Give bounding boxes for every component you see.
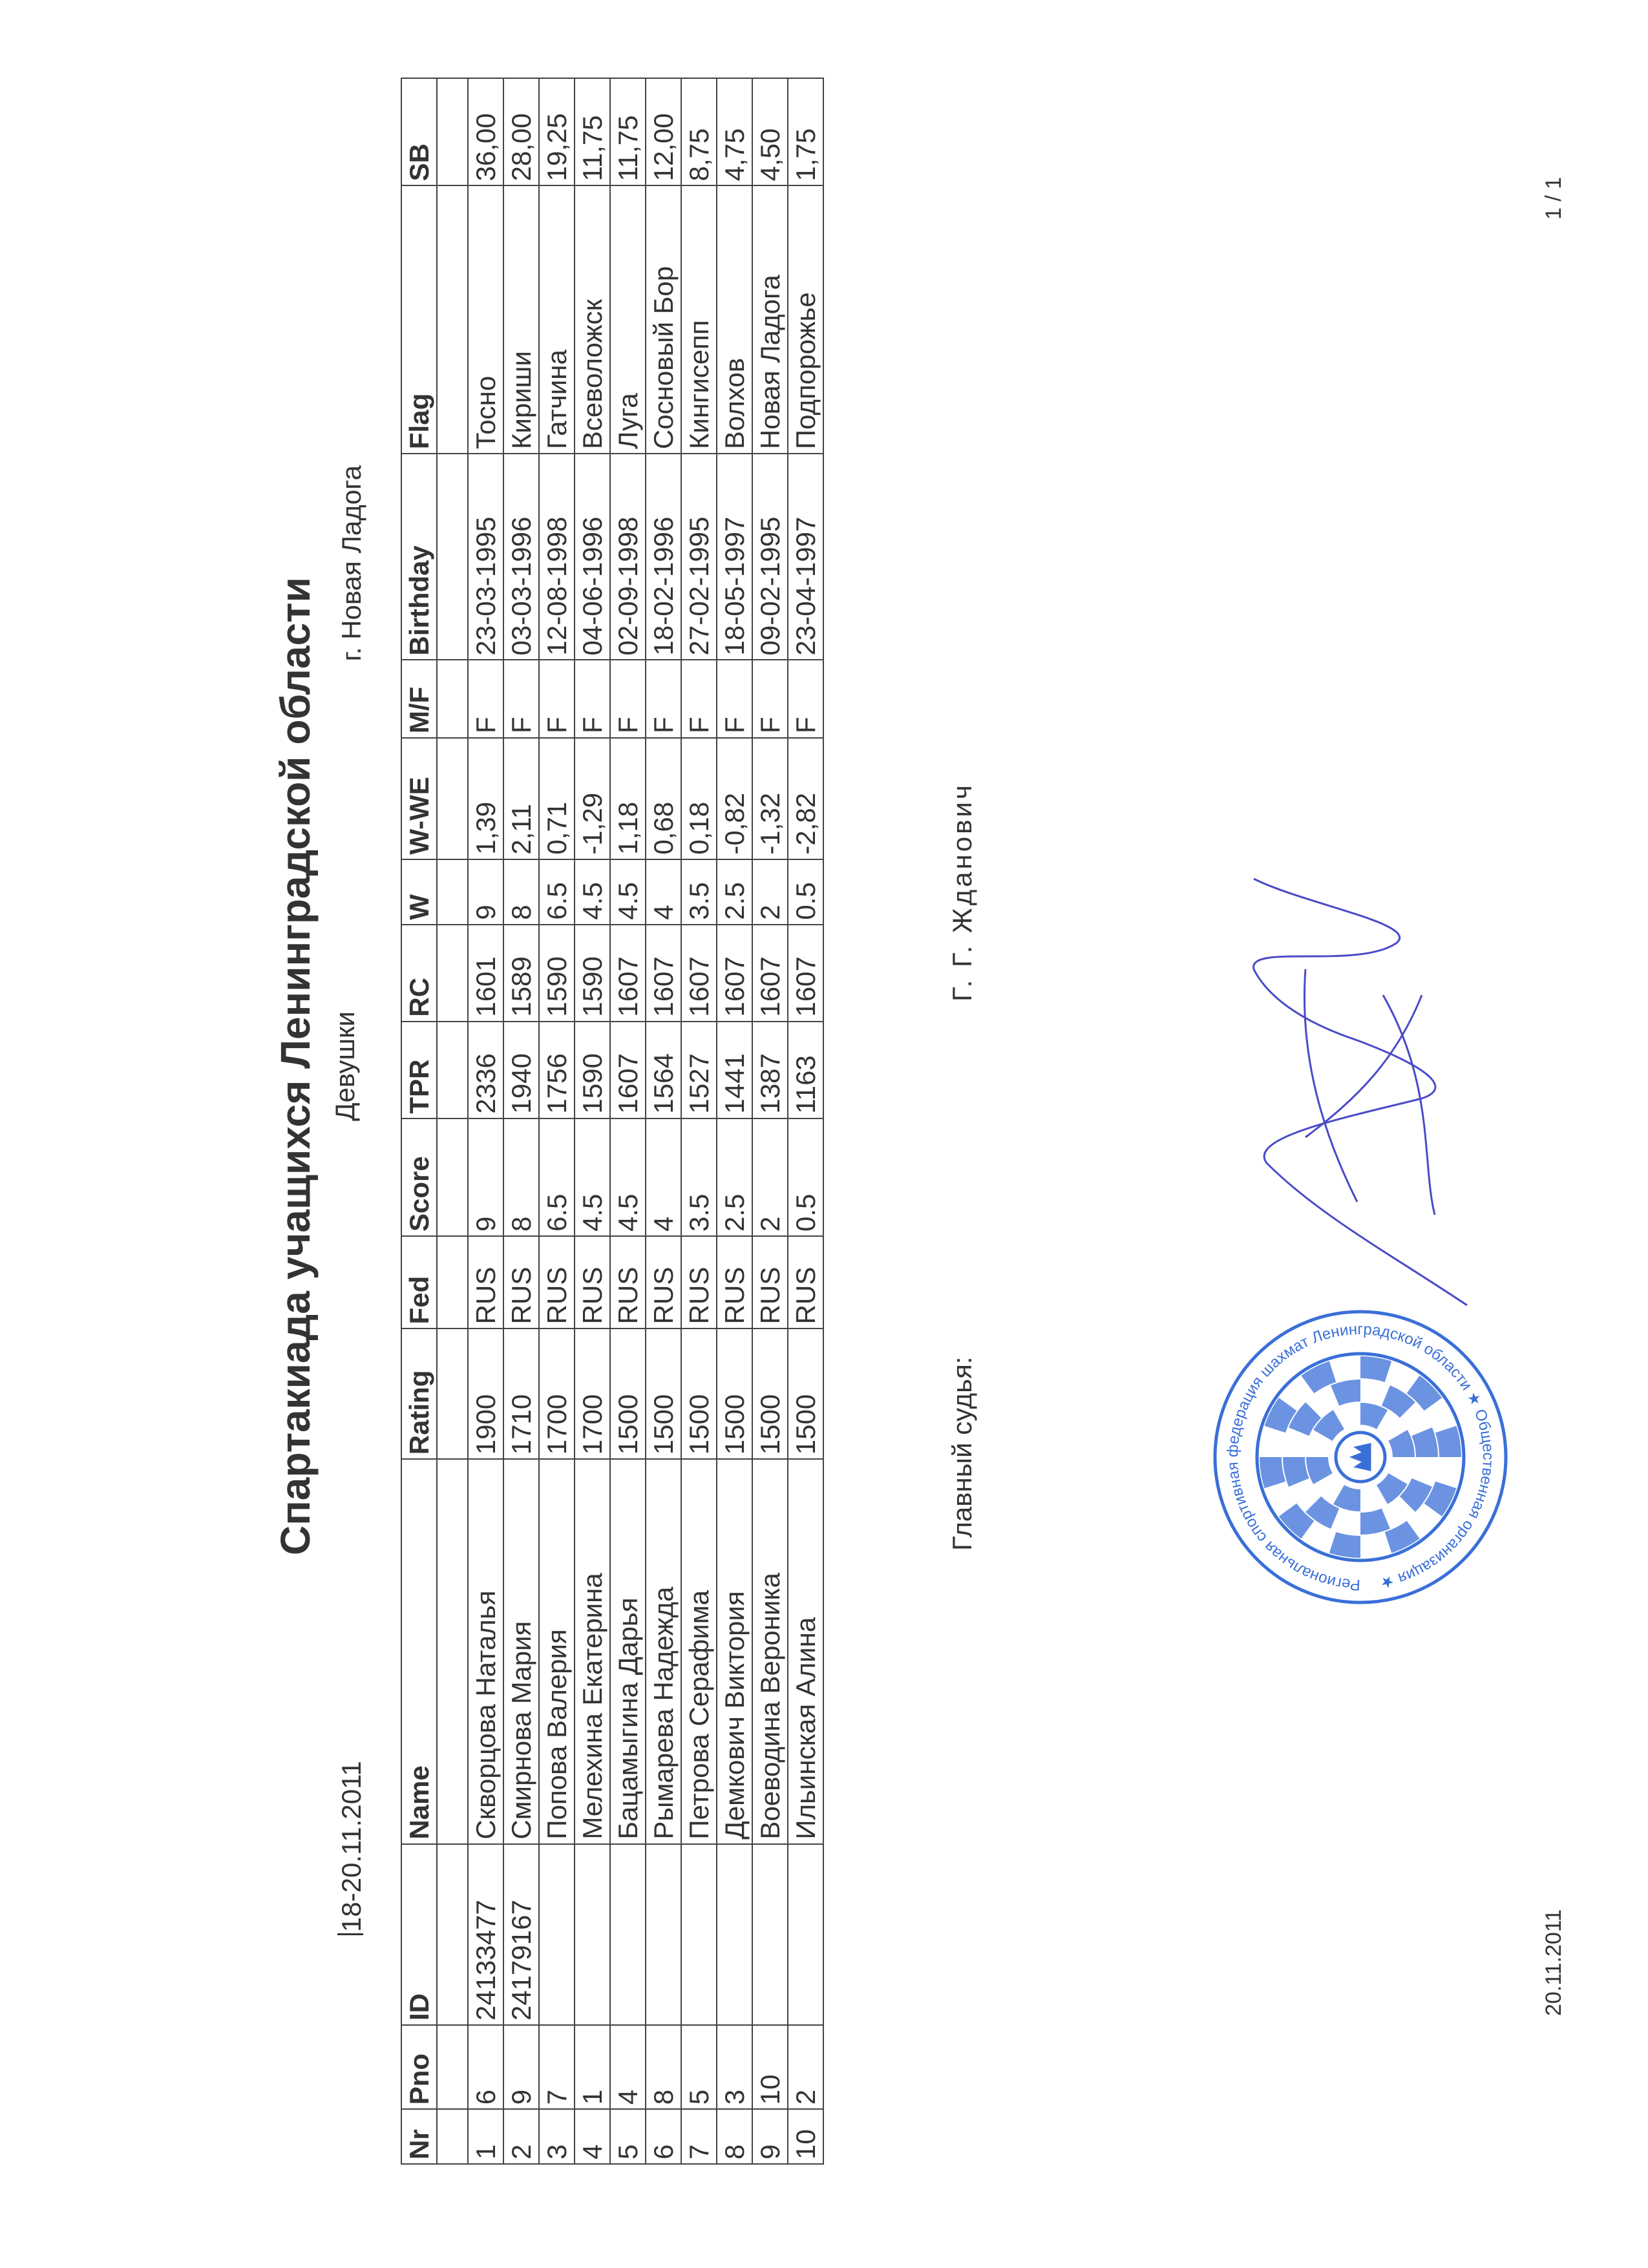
king-icon <box>1336 1433 1385 1482</box>
table-cell: 1607 <box>610 925 646 1022</box>
chief-judge-name: Г. Г. Жданович <box>947 782 977 1002</box>
table-cell: 04-06-1996 <box>575 454 610 660</box>
table-cell: 1441 <box>717 1022 752 1118</box>
table-cell: 3 <box>539 2109 575 2164</box>
table-cell: 0.5 <box>788 1118 823 1236</box>
table-cell: 1500 <box>788 1328 823 1459</box>
table-cell: 1590 <box>575 925 610 1022</box>
table-cell: RUS <box>575 1236 610 1328</box>
table-cell: -2,82 <box>788 738 823 859</box>
table-cell: 3.5 <box>681 1118 717 1236</box>
table-row <box>575 78 610 2164</box>
table-cell: 4 <box>646 859 681 925</box>
stamp-pattern-segment <box>1360 1509 1390 1535</box>
table-cell: 2.5 <box>717 1118 752 1236</box>
table-cell: F <box>788 660 823 738</box>
table-cell: 8 <box>503 1118 539 1236</box>
column-header-sb: SB <box>401 78 437 185</box>
table-cell <box>437 454 468 660</box>
table-cell: 1607 <box>681 925 717 1022</box>
table-cell: 4.5 <box>610 1118 646 1236</box>
table-row <box>681 78 717 2164</box>
table-cell: 1500 <box>646 1328 681 1459</box>
table-cell: RUS <box>681 1236 717 1328</box>
table-cell: Кингисепп <box>681 185 717 454</box>
table-cell: 18-02-1996 <box>646 454 681 660</box>
column-header-m-f: M/F <box>401 660 437 738</box>
table-cell: -1,29 <box>575 738 610 859</box>
table-cell: 1607 <box>752 925 788 1022</box>
table-cell: 4 <box>610 2025 646 2109</box>
column-header-birthday: Birthday <box>401 454 437 660</box>
table-cell: 10 <box>788 2109 823 2164</box>
table-cell <box>437 2109 468 2164</box>
table-row <box>610 78 646 2164</box>
document-title: Спартакиада учащихся Ленинградской области <box>272 577 319 1555</box>
column-header-id: ID <box>401 1844 437 2025</box>
table-cell: 1163 <box>788 1022 823 1118</box>
column-header-fed: Fed <box>401 1236 437 1328</box>
table-cell: 24133477 <box>468 1844 503 2025</box>
table-cell <box>610 1844 646 2025</box>
table-cell: 1710 <box>503 1328 539 1459</box>
table-cell: 4 <box>646 1118 681 1236</box>
table-cell: 6 <box>646 2109 681 2164</box>
table-cell: 19,25 <box>539 78 575 185</box>
table-cell: 0,71 <box>539 738 575 859</box>
column-header-score: Score <box>401 1118 437 1236</box>
table-cell: Мелехина Екатерина <box>575 1459 610 1843</box>
table-cell: F <box>646 660 681 738</box>
table-cell: 1607 <box>788 925 823 1022</box>
table-cell: 4,75 <box>717 78 752 185</box>
column-header-rating: Rating <box>401 1328 437 1459</box>
table-cell: 10 <box>752 2025 788 2109</box>
table-cell: Бацамыгина Дарья <box>610 1459 646 1843</box>
table-cell: 4.5 <box>610 859 646 925</box>
stamp-pattern-segment <box>1331 1380 1360 1406</box>
table-cell: RUS <box>539 1236 575 1328</box>
table-cell: 1590 <box>575 1022 610 1118</box>
table-cell: RUS <box>503 1236 539 1328</box>
table-cell: 3 <box>717 2025 752 2109</box>
column-header-rc: RC <box>401 925 437 1022</box>
table-cell: RUS <box>752 1236 788 1328</box>
table-cell: Демкович Виктория <box>717 1459 752 1843</box>
table-cell <box>681 1844 717 2025</box>
table-cell <box>437 1459 468 1843</box>
stamp-pattern-segment <box>1435 1426 1461 1457</box>
table-cell: 28,00 <box>503 78 539 185</box>
table-cell: 1500 <box>752 1328 788 1459</box>
table-cell: -0,82 <box>717 738 752 859</box>
table-cell <box>437 738 468 859</box>
table-cell: 5 <box>610 2109 646 2164</box>
table-cell <box>437 78 468 185</box>
table-cell: 2 <box>752 1118 788 1236</box>
table-cell <box>437 2025 468 2109</box>
results-table <box>401 78 824 2165</box>
table-cell: 2 <box>752 859 788 925</box>
table-cell: 3.5 <box>681 859 717 925</box>
table-cell: 2.5 <box>717 859 752 925</box>
stamp-pattern-segment <box>1306 1457 1333 1484</box>
footer-page-number: 1 / 1 <box>1541 176 1566 220</box>
table-cell: F <box>610 660 646 738</box>
table-cell: 1589 <box>503 925 539 1022</box>
judge-signature <box>1228 814 1486 1331</box>
table-row <box>788 78 823 2164</box>
document-subtitle: Девушки <box>330 1011 360 1121</box>
table-cell: F <box>717 660 752 738</box>
footer-date: 20.11.2011 <box>1541 1909 1566 2016</box>
stamp-pattern-segment <box>1283 1457 1309 1487</box>
stamp-pattern-segment <box>1412 1427 1439 1457</box>
table-cell: 1900 <box>468 1328 503 1459</box>
table-cell: 1590 <box>539 925 575 1022</box>
column-header-name: Name <box>401 1459 437 1843</box>
table-cell: 1 <box>468 2109 503 2164</box>
table-cell: 1,39 <box>468 738 503 859</box>
table-cell: 11,75 <box>610 78 646 185</box>
table-cell <box>437 1236 468 1328</box>
table-cell: RUS <box>788 1236 823 1328</box>
stamp-text: Региональная спортивная федерация шахмат Ленинградской области ★ Общественная организация ★ <box>1223 1320 1497 1594</box>
table-cell: 24179167 <box>503 1844 539 2025</box>
table-cell <box>646 1844 681 2025</box>
table-cell: F <box>752 660 788 738</box>
table-cell: 1,75 <box>788 78 823 185</box>
table-cell: 23-03-1995 <box>468 454 503 660</box>
table-cell: Попова Валерия <box>539 1459 575 1843</box>
table-cell <box>437 859 468 925</box>
column-header-tpr: TPR <box>401 1022 437 1118</box>
stamp-pattern-segment <box>1360 1356 1391 1382</box>
table-cell <box>717 1844 752 2025</box>
table-cell: 2 <box>788 2025 823 2109</box>
table-cell: 0.5 <box>788 859 823 925</box>
stamp-pattern-segment <box>1360 1403 1388 1429</box>
table-cell: Рымарева Надежда <box>646 1459 681 1843</box>
table-cell: 9 <box>468 859 503 925</box>
table-cell: 1700 <box>575 1328 610 1459</box>
table-cell <box>437 1022 468 1118</box>
table-cell: 2336 <box>468 1022 503 1118</box>
stamp-pattern-segment <box>1333 1485 1360 1511</box>
table-cell <box>437 660 468 738</box>
table-cell: 1607 <box>717 925 752 1022</box>
table-cell: 6.5 <box>539 859 575 925</box>
table-cell: 11,75 <box>575 78 610 185</box>
table-cell <box>437 1328 468 1459</box>
tournament-city: г. Новая Ладога <box>336 465 366 662</box>
table-cell: 1500 <box>610 1328 646 1459</box>
table-cell <box>437 1844 468 2025</box>
table-cell <box>437 1118 468 1236</box>
table-cell: 4 <box>575 2109 610 2164</box>
table-row <box>717 78 752 2164</box>
table-cell: 0,68 <box>646 738 681 859</box>
table-cell: Кириши <box>503 185 539 454</box>
table-cell: 4.5 <box>575 859 610 925</box>
table-cell: 1607 <box>610 1022 646 1118</box>
table-cell: Новая Ладога <box>752 185 788 454</box>
stamp-pattern-segment <box>1260 1457 1285 1488</box>
table-cell: 12,00 <box>646 78 681 185</box>
official-stamp <box>1209 1305 1512 1609</box>
table-row <box>539 78 575 2164</box>
table-cell: 2 <box>503 2109 539 2164</box>
table-cell: 1700 <box>539 1328 575 1459</box>
table-cell: Воеводина Вероника <box>752 1459 788 1843</box>
table-cell: 7 <box>539 2025 575 2109</box>
table-cell: 23-04-1997 <box>788 454 823 660</box>
column-header-pno: Pno <box>401 2025 437 2109</box>
table-cell: 8,75 <box>681 78 717 185</box>
table-cell: 6 <box>468 2025 503 2109</box>
table-cell: F <box>575 660 610 738</box>
table-cell: Гатчина <box>539 185 575 454</box>
stamp-pattern-segment <box>1301 1361 1336 1394</box>
table-cell: 1500 <box>681 1328 717 1459</box>
table-cell: 12-08-1998 <box>539 454 575 660</box>
table-cell: 1500 <box>717 1328 752 1459</box>
table-cell: RUS <box>646 1236 681 1328</box>
table-cell: Петрова Серафима <box>681 1459 717 1843</box>
table-cell: F <box>681 660 717 738</box>
table-row <box>752 78 788 2164</box>
table-cell: Волхов <box>717 185 752 454</box>
table-cell: 4,50 <box>752 78 788 185</box>
table-cell: RUS <box>468 1236 503 1328</box>
table-cell: Сосновый Бор <box>646 185 681 454</box>
table-row <box>503 78 539 2164</box>
table-cell: 8 <box>717 2109 752 2164</box>
table-header-row <box>401 78 437 2164</box>
table-cell: Всеволожск <box>575 185 610 454</box>
table-cell: 8 <box>646 2025 681 2109</box>
table-cell: 2,11 <box>503 738 539 859</box>
table-row <box>468 78 503 2164</box>
table-cell: 1940 <box>503 1022 539 1118</box>
table-cell: Луга <box>610 185 646 454</box>
stamp-pattern-segment <box>1385 1521 1420 1553</box>
table-cell: 5 <box>681 2025 717 2109</box>
table-cell: Смирнова Мария <box>503 1459 539 1843</box>
table-cell: Ильинская Алина <box>788 1459 823 1843</box>
table-cell <box>788 1844 823 2025</box>
table-body <box>437 78 823 2164</box>
table-cell: 1,18 <box>610 738 646 859</box>
stamp-pattern-segment <box>1329 1532 1360 1558</box>
chief-judge-label: Главный судья: <box>947 1356 977 1551</box>
table-cell: Тосно <box>468 185 503 454</box>
table-cell: F <box>503 660 539 738</box>
table-cell: -1,32 <box>752 738 788 859</box>
table-cell <box>437 925 468 1022</box>
table-cell: 1 <box>575 2025 610 2109</box>
table-cell <box>752 1844 788 2025</box>
table-cell: 9 <box>503 2025 539 2109</box>
date-marker <box>337 1933 363 1935</box>
table-cell: 4.5 <box>575 1118 610 1236</box>
table-cell: 7 <box>681 2109 717 2164</box>
table-cell: 09-02-1995 <box>752 454 788 660</box>
table-cell <box>539 1844 575 2025</box>
stamp-pattern-segment <box>1388 1430 1415 1457</box>
column-header-w-we: W-WE <box>401 738 437 859</box>
table-cell: 8 <box>503 859 539 925</box>
table-cell: 1601 <box>468 925 503 1022</box>
tournament-dates: 18-20.11.2011 <box>336 1761 366 1932</box>
table-cell: 1607 <box>646 925 681 1022</box>
table-row <box>646 78 681 2164</box>
table-cell: RUS <box>717 1236 752 1328</box>
column-header-flag: Flag <box>401 185 437 454</box>
table-cell: 1387 <box>752 1022 788 1118</box>
table-cell: F <box>468 660 503 738</box>
table-cell: 27-02-1995 <box>681 454 717 660</box>
table-cell <box>437 185 468 454</box>
table-spacer-row <box>437 78 468 2164</box>
stamp-pattern-segment <box>1313 1410 1344 1441</box>
column-header-nr: Nr <box>401 2109 437 2164</box>
table-cell: 18-05-1997 <box>717 454 752 660</box>
table-cell <box>575 1844 610 2025</box>
table-cell: 9 <box>468 1118 503 1236</box>
table-cell: 0,18 <box>681 738 717 859</box>
table-cell: Подпорожье <box>788 185 823 454</box>
table-cell: 1527 <box>681 1022 717 1118</box>
table-cell: 03-03-1996 <box>503 454 539 660</box>
table-cell: Скворцова Наталья <box>468 1459 503 1843</box>
table-cell: 9 <box>752 2109 788 2164</box>
table-cell: RUS <box>610 1236 646 1328</box>
table-cell: 02-09-1998 <box>610 454 646 660</box>
table-cell: F <box>539 660 575 738</box>
table-cell: 1564 <box>646 1022 681 1118</box>
table-cell: 36,00 <box>468 78 503 185</box>
table-cell: 1756 <box>539 1022 575 1118</box>
column-header-w: W <box>401 859 437 925</box>
table-cell: 6.5 <box>539 1118 575 1236</box>
